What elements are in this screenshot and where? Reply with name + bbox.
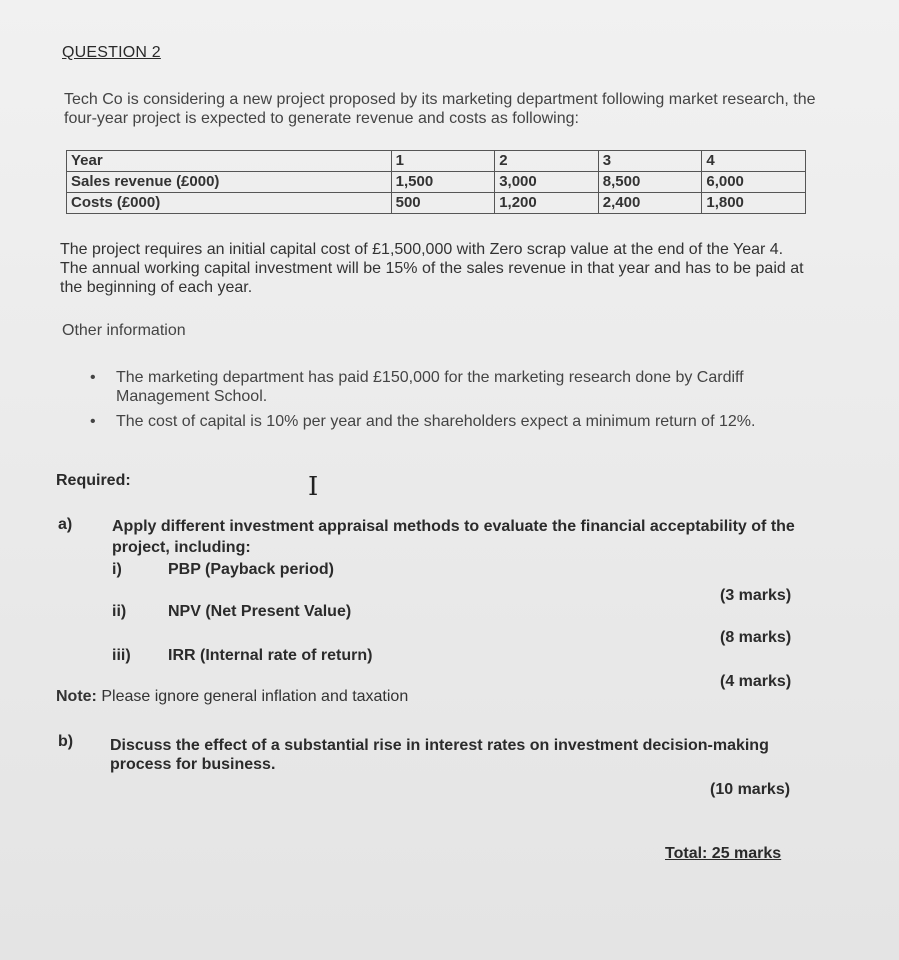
table-cell: Year [67, 151, 392, 172]
bullet-text: The cost of capital is 10% per year and the shareholders expect a minimum return of 12%. [116, 413, 756, 430]
table-cell: 4 [702, 151, 806, 172]
item-text: IRR (Internal rate of return) [168, 647, 373, 664]
table-cell: 2 [495, 151, 599, 172]
bullet-icon: • [90, 369, 96, 386]
project-paragraph: The project requires an initial capital cost of £1,500,000 with Zero scrap value at the end of the Year 4. The annual working capital investment will be 15% of the sales revenue in that year and has to be paid at the beginning of each year. [60, 241, 804, 296]
table-cell: 3,000 [495, 172, 599, 193]
note-text: Please ignore general inflation and taxation [101, 688, 409, 705]
item-text: PBP (Payback period) [168, 561, 334, 578]
text-cursor-icon: I [308, 472, 319, 502]
total-marks: Total: 25 marks [665, 845, 782, 862]
table-cell: 1,200 [495, 193, 599, 214]
part-b-label: b) [58, 733, 74, 750]
item-number: i) [112, 561, 122, 578]
part-a-label: a) [58, 516, 73, 533]
question-title: QUESTION 2 [62, 44, 161, 61]
table-cell: 1 [391, 151, 495, 172]
item-text: NPV (Net Present Value) [168, 603, 352, 620]
required-heading: Required: [56, 472, 131, 489]
table-cell: Costs (£000) [67, 193, 392, 214]
bullet-text: The marketing department has paid £150,000 for the marketing research done by Cardiff Management School. [116, 369, 744, 405]
intro-paragraph: Tech Co is considering a new project proposed by its marketing department following market research, the four-year project is expected to generate revenue and costs as following: [64, 91, 816, 127]
list-item [90, 412, 806, 431]
table-row [67, 193, 806, 214]
marks-label: (10 marks) [710, 781, 791, 798]
table-row [67, 151, 806, 172]
table-cell: 500 [391, 193, 495, 214]
item-number: iii) [112, 647, 131, 664]
note-label: Note: [56, 688, 97, 705]
part-b-text: Discuss the effect of a substantial rise in interest rates on investment decision-making process for business. [110, 737, 769, 773]
table-cell: 1,800 [702, 193, 806, 214]
marks-label: (3 marks) [720, 587, 792, 604]
marks-label: (8 marks) [720, 629, 792, 646]
list-item [90, 368, 806, 406]
part-a-text: Apply different investment appraisal methods to evaluate the financial acceptability of the project, including: [112, 518, 795, 556]
table-cell: 8,500 [598, 172, 702, 193]
note-line [56, 688, 408, 706]
bullet-icon: • [90, 413, 96, 430]
table-cell: 6,000 [702, 172, 806, 193]
marks-label: (4 marks) [720, 673, 792, 690]
table-cell: 1,500 [391, 172, 495, 193]
table-row [67, 172, 806, 193]
table-cell: 3 [598, 151, 702, 172]
table-cell: Sales revenue (£000) [67, 172, 392, 193]
revenue-cost-table [66, 150, 806, 214]
other-info-heading: Other information [62, 322, 186, 339]
item-number: ii) [112, 603, 127, 620]
table-cell: 2,400 [598, 193, 702, 214]
